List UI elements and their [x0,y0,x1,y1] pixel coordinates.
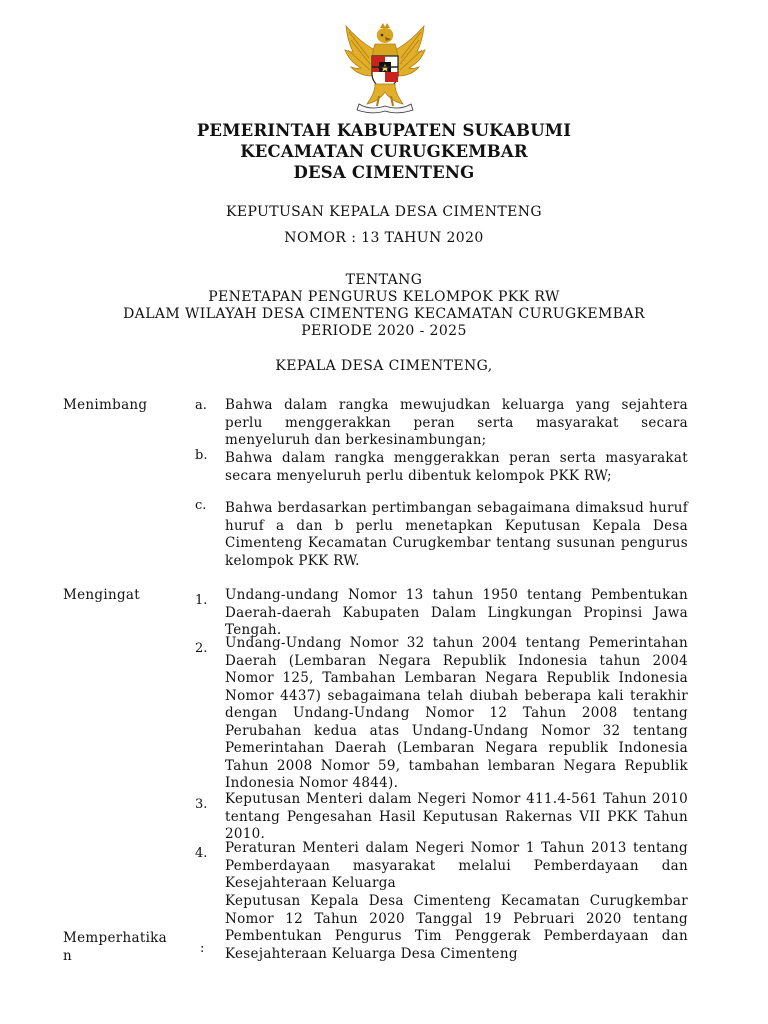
item-marker: 2. [195,641,208,656]
item-text: Keputusan Menteri dalam Negeri Nomor 411.4-561 Tahun 2010 tentang Pengesahan Hasil Keputusan Rakernas VII PKK Tahun 2010. [225,791,688,842]
decree-number: NOMOR : 13 TAHUN 2020 [284,230,484,246]
item-text: Bahwa dalam rangka menggerakkan peran serta masyarakat secara menyeluruh perlu dibentuk kelompok PKK RW; [225,450,688,484]
item-text: Undang-Undang Nomor 32 tahun 2004 tentang Pemerintahan Daerah (Lembaran Negara Republik Indonesia tahun 2004 Nomor 125, Tambahan Lembaran Negara Republik Indonesia Nomor 4437) sebagaimana telah diubah beberapa kali terakhir dengan Undang-Undang Nomor 12 Tahun 2008 tentang Perubahan kedua atas Undang-Undang Nomor 32 tentang Pemerintahan Daerah (Lembaran Negara republik Indonesia Tahun 2008 Nomor 59, tambahan lembaran Negara Republik Indonesia Nomor 4844). [225,635,688,791]
item-text: Bahwa dalam rangka mewujudkan keluarga yang sejahtera perlu menggerakkan peran serta masyarakat secara menyeluruh dan berkesinambungan; [225,397,688,448]
subject-line-3: PERIODE 2020 - 2025 [301,323,467,339]
item-text: Undang-undang Nomor 13 tahun 1950 tentang Pembentukan Daerah-daerah Kabupaten Dalam Lingkungan Propinsi Jawa Tengah. [225,587,688,638]
item-marker: b. [195,448,208,463]
memperhatikan-colon: : [200,941,205,956]
item-marker: 1. [195,593,208,608]
government-name: PEMERINTAH KABUPATEN SUKABUMI [196,121,572,140]
issuer-title: KEPALA DESA CIMENTENG, [275,358,493,374]
memperhatikan-label-line-2: n [63,947,72,964]
subject-heading: TENTANG [345,272,423,288]
item-marker: 3. [195,797,208,812]
item-marker: 4. [195,846,208,861]
item-marker: c. [195,498,207,513]
item-text: Peraturan Menteri dalam Negeri Nomor 1 Tahun 2013 tentang Pemberdayaan masyarakat melalui Pemberdayaan dan Kesejahteraan Keluarga [225,840,688,891]
menimbang-label: Menimbang [63,397,148,413]
mengingat-label: Mengingat [63,587,140,603]
item-text: Bahwa berdasarkan pertimbangan sebagaimana dimaksud huruf huruf a dan b perlu menetapkan Keputusan Kepala Desa Cimenteng Kecamatan Curugkembar tentang susunan pengurus kelompok PKK RW. [225,500,688,569]
item-text: Keputusan Kepala Desa Cimenteng Kecamatan Curugkembar Nomor 12 Tahun 2020 Tanggal 19 Pebruari 2020 tentang Pembentukan Pengurus Tim Penggerak Pemberdayaan dan Kesejahteraan Keluarga Desa Cimenteng [225,893,688,962]
subject-line-2: DALAM WILAYAH DESA CIMENTENG KECAMATAN CURUGKEMBAR [123,306,645,322]
item-marker: a. [195,398,207,413]
district-name: KECAMATAN CURUGKEMBAR [240,142,528,161]
memperhatikan-label-line-1: Memperhatika [63,930,168,946]
subject-line-1: PENETAPAN PENGURUS KELOMPOK PKK RW [208,289,560,305]
decree-title: KEPUTUSAN KEPALA DESA CIMENTENG [225,204,542,220]
memperhatikan-label [63,930,167,965]
village-name: DESA CIMENTENG [293,163,475,182]
garuda-emblem-icon [339,22,431,114]
